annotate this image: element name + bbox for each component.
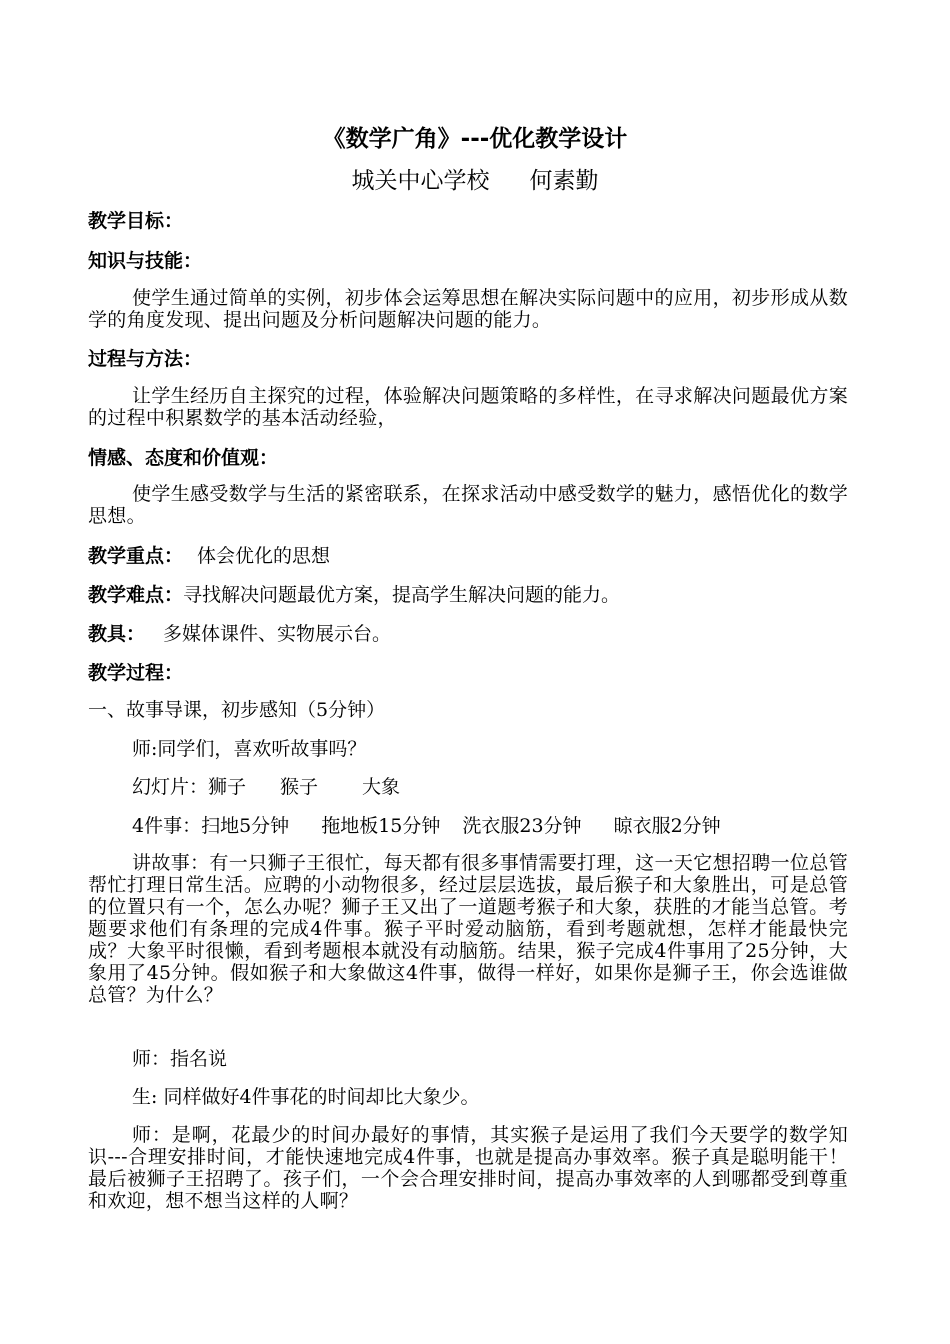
difficulty-line <box>88 584 858 607</box>
tasks-label: 4件事： <box>132 815 202 837</box>
process-text: 让学生经历自主探究的过程，体验解决问题策略的多样性，在寻求解决问题最优方案的过程中积累数学的基本活动经验， <box>88 385 848 429</box>
process-heading: 过程与方法： <box>88 348 203 370</box>
slide-item: 猴子 <box>280 776 319 798</box>
teacher-question: 师:同学们，喜欢听故事吗？ <box>132 738 367 760</box>
school-name: 城关中心学校 <box>351 168 490 194</box>
author-name: 何素勤 <box>529 168 599 194</box>
tools-label: 教具： <box>88 623 146 645</box>
slides-label: 幻灯片： <box>132 776 209 798</box>
student-answer: 生: 同样做好4件事花的时间却比大象少。 <box>132 1086 480 1108</box>
slides-line <box>88 776 902 799</box>
emotion-text: 使学生感受数学与生活的紧密联系，在探求活动中感受数学的魅力，感悟优化的数学思想。 <box>88 483 848 527</box>
story-text: 讲故事：有一只狮子王很忙，每天都有很多事情需要打理，这一天它想招聘一位总管帮忙打理日常生活。应聘的小动物很多，经过层层选拔，最后猴子和大象胜出，可是总管的位置只有一个，怎么办呢？狮子王又出了一道题考猴子和大象，获胜的才能当总管。考题要求他们有条理的完成4件事。猴子平时爱动脑筋，看到考题就想，怎样才能最快完成？大象平时很懒，看到考题根本就没有动脑筋。结果，猴子完成4件事用了25分钟，大象用了45分钟。假如猴子和大象做这4件事，做得一样好，如果你是狮子王，你会选谁做总管？为什么？ <box>88 852 848 1006</box>
key-point-label: 教学重点： <box>88 545 184 567</box>
tools-line <box>88 623 858 646</box>
slide-item: 大象 <box>362 776 401 798</box>
task-item: 晾衣服2分钟 <box>613 815 721 837</box>
procedure-heading: 教学过程： <box>88 662 184 684</box>
teacher-call: 师：指名说 <box>132 1048 228 1070</box>
knowledge-text: 使学生通过简单的实例，初步体会运筹思想在解决实际问题中的应用，初步形成从数学的角度发现、提出问题及分析问题解决问题的能力。 <box>88 287 848 331</box>
tasks-line <box>88 815 902 838</box>
key-point-text: 体会优化的思想 <box>197 545 331 567</box>
slide-item: 狮子 <box>208 776 247 798</box>
tools-text: 多媒体课件、实物展示台。 <box>163 623 392 645</box>
task-item: 洗衣服23分钟 <box>462 815 582 837</box>
knowledge-heading: 知识与技能： <box>88 250 203 272</box>
section-1-heading: 一、故事导课，初步感知（5分钟） <box>88 699 386 721</box>
key-point-line <box>88 545 858 568</box>
difficulty-label: 教学难点： <box>88 584 184 606</box>
task-item: 拖地板15分钟 <box>321 815 441 837</box>
teacher-summary: 师：是啊，花最少的时间办最好的事情，其实猴子是运用了我们今天要学的数学知识---合理安排时间，才能快速地完成4件事，也就是提高办事效率。猴子真是聪明能干！最后被狮子王招聘了。孩子们，一个会合理安排时间，提高办事效率的人到哪都受到尊重和欢迎，想不想当这样的人啊？ <box>88 1124 848 1212</box>
objectives-heading: 教学目标： <box>88 210 184 232</box>
author-line <box>0 166 950 196</box>
emotion-heading: 情感、态度和价值观： <box>88 447 279 469</box>
difficulty-text: 寻找解决问题最优方案，提高学生解决问题的能力。 <box>183 584 621 606</box>
document-title: 《数学广角》---优化教学设计 <box>322 126 628 152</box>
task-item: 扫地5分钟 <box>201 815 290 837</box>
